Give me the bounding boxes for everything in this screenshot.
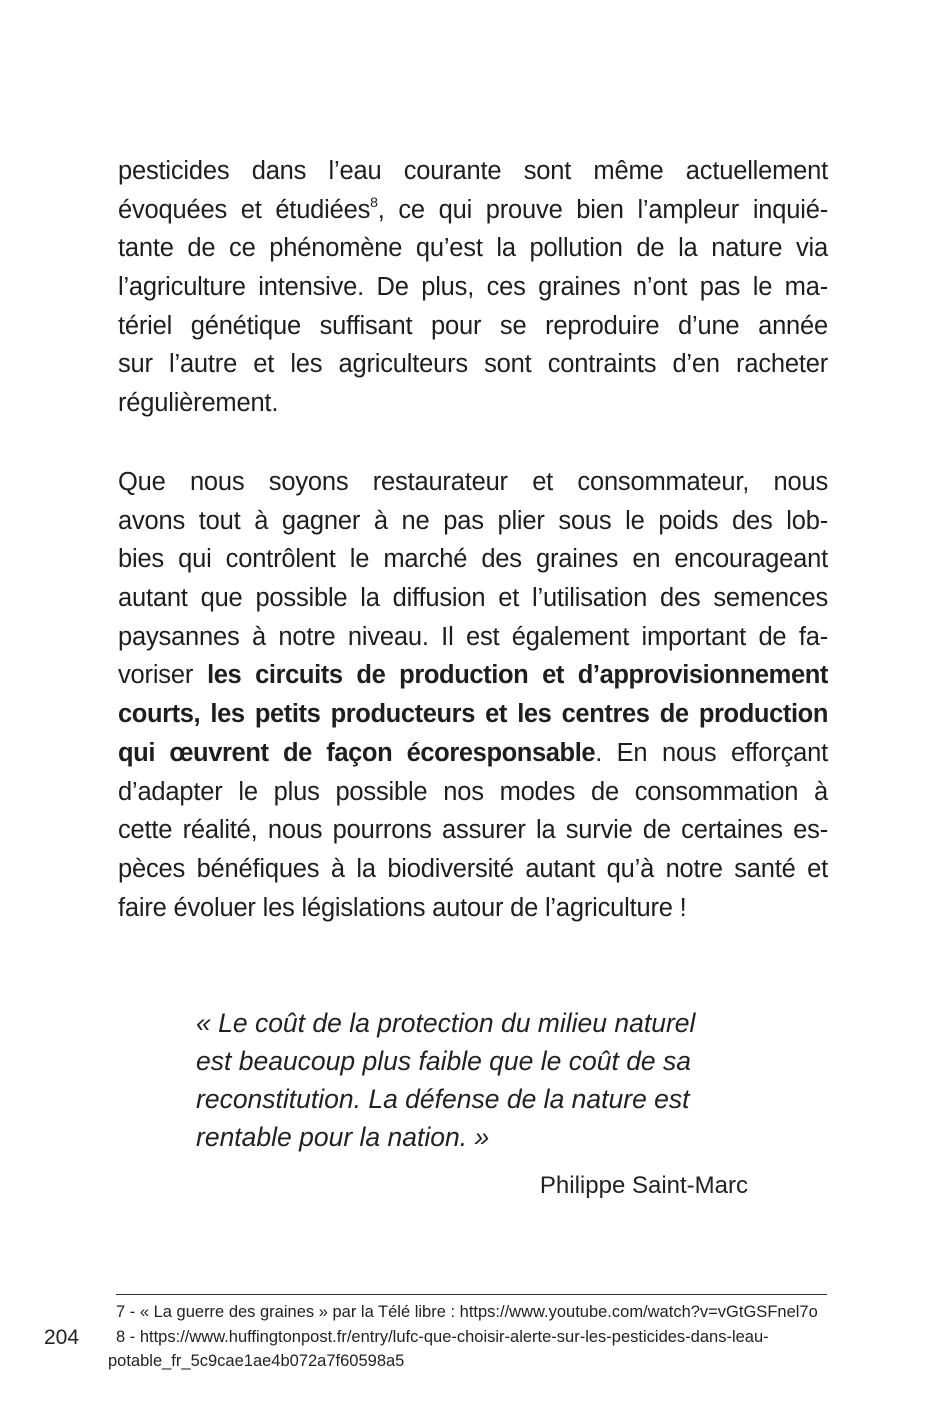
text-run: . En nous efforçant bbox=[595, 738, 828, 767]
quote-line: « Le coût de la protection du milieu naturel bbox=[196, 1008, 696, 1038]
paragraph-line bbox=[118, 695, 828, 734]
text-run: évoquées et étudiées bbox=[118, 195, 371, 224]
text-run: , ce qui prouve bien l’ampleur inquié- bbox=[377, 195, 828, 224]
emphasis-text: les circuits de production et d’approvisionnement bbox=[207, 661, 828, 690]
paragraph-line: l’agriculture intensive. De plus, ces graines n’ont pas le ma- bbox=[118, 273, 828, 302]
paragraph-line: d’adapter le plus possible nos modes de consommation à bbox=[118, 777, 828, 806]
footnote-7[interactable]: 7 - « La guerre des graines » par la Télé libre : https://www.youtube.com/watch?v=vGtGSFnel7o bbox=[116, 1303, 818, 1321]
paragraph-line: bies qui contrôlent le marché des graines en encourageant bbox=[118, 545, 828, 574]
footnote-divider bbox=[116, 1294, 827, 1295]
paragraph-line: régulièrement. bbox=[118, 389, 279, 418]
paragraph-line bbox=[118, 656, 828, 695]
paragraph-line: paysannes à notre niveau. Il est également important de fa- bbox=[118, 622, 828, 651]
quote-line: reconstitution. La défense de la nature est bbox=[196, 1084, 690, 1114]
paragraph-line: sur l’autre et les agriculteurs sont contraints d’en racheter bbox=[118, 350, 828, 379]
footnote-ref-8[interactable]: 8 bbox=[370, 193, 378, 210]
text-run: voriser bbox=[118, 661, 208, 690]
pull-quote bbox=[196, 1004, 756, 1156]
paragraph-line: tante de ce phénomène qu’est la pollution de la nature via bbox=[118, 234, 828, 263]
quote-author: Philippe Saint-Marc bbox=[539, 1172, 748, 1199]
paragraph-line: Que nous soyons restaurateur et consommateur, nous bbox=[118, 468, 828, 496]
paragraph-line: avons tout à gagner à ne pas plier sous le poids des lob- bbox=[118, 506, 828, 535]
footnote-8[interactable]: 8 - https://www.huffingtonpost.fr/entry/lufc-que-choisir-alerte-sur-les-pesticides-dans-leau- bbox=[116, 1327, 769, 1346]
emphasis-text: courts, les petits producteurs et les centres de production bbox=[118, 700, 828, 729]
paragraph-line: cette réalité, nous pourrons assurer la survie de certaines es- bbox=[118, 816, 828, 845]
paragraph-line: pesticides dans l’eau courante sont même actuellement bbox=[118, 157, 828, 185]
footnote-8-continuation[interactable]: potable_fr_5c9cae1ae4b072a7f60598a5 bbox=[108, 1352, 405, 1370]
footnotes bbox=[108, 1300, 828, 1374]
paragraph-2 bbox=[118, 463, 828, 927]
quote-line: est beaucoup plus faible que le coût de sa bbox=[196, 1046, 692, 1076]
paragraph-line: autant que possible la diffusion et l’utilisation des semences bbox=[118, 584, 828, 613]
paragraph-line: pèces bénéfiques à la biodiversité autant qu’à notre santé et bbox=[118, 854, 828, 883]
paragraph-line: tériel génétique suffisant pour se reproduire d’une année bbox=[118, 311, 828, 340]
page-number: 204 bbox=[44, 1326, 80, 1349]
paragraph-line bbox=[118, 191, 828, 230]
emphasis-text: qui œuvrent de façon écoresponsable bbox=[118, 738, 596, 767]
paragraph-1 bbox=[118, 152, 828, 423]
paragraph-line: faire évoluer les législations autour de l’agriculture ! bbox=[118, 893, 687, 922]
paragraph-line bbox=[118, 734, 828, 773]
quote-line: rentable pour la nation. » bbox=[196, 1122, 490, 1152]
